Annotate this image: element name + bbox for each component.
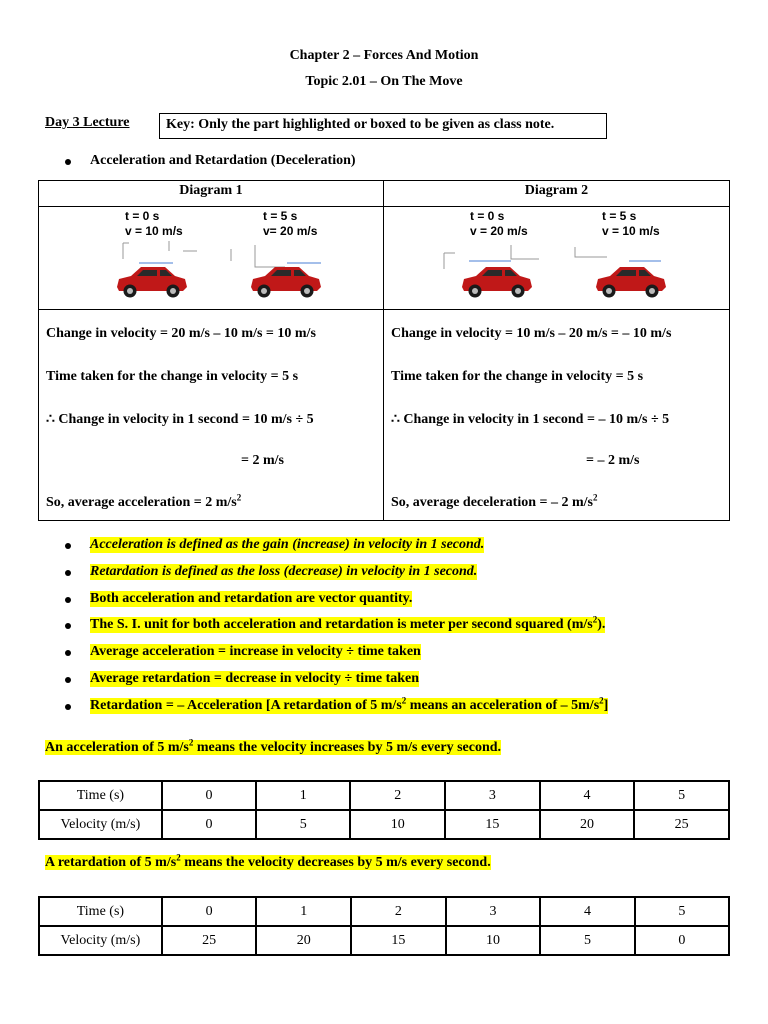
table-cell: 0 [162, 781, 256, 810]
acc-velocity-table [38, 780, 730, 840]
red-car-icon [458, 263, 534, 299]
diagram-table [38, 180, 730, 521]
table-cell: Time (s) [39, 897, 162, 926]
note-text [90, 695, 609, 714]
si-unit-text-a: The S. I. unit for both acceleration and retardation is meter per second squared (m/s [90, 617, 593, 632]
table-cell: 10 [350, 810, 445, 839]
d2-average-text: So, average deceleration = – 2 m/s [391, 495, 593, 510]
note-text [90, 614, 606, 633]
d2-car-a-time: t = 0 s [470, 209, 505, 223]
ret-example-highlight [45, 852, 491, 870]
note-text: Acceleration is defined as the gain (increase) in velocity in 1 second. [90, 537, 485, 552]
d2-average-line [391, 492, 721, 511]
table-cell: 3 [445, 781, 540, 810]
d2-time-line: Time taken for the change in velocity = 5 s [391, 369, 644, 384]
table-cell: 15 [445, 810, 540, 839]
diagram-1-column [39, 181, 384, 520]
ret-example-line [45, 852, 491, 871]
section-heading: Acceleration and Retardation (Deceleration) [90, 153, 356, 168]
bullet-dot [65, 570, 71, 576]
key-note-box: Key: Only the part highlighted or boxed to be given as class note. [159, 113, 607, 139]
acc-example-line [45, 737, 502, 756]
table-cell: 2 [350, 781, 445, 810]
table-cell: 3 [446, 897, 541, 926]
note-text: Average acceleration = increase in velocity ÷ time taken [90, 644, 421, 659]
acc-example-text-b: means the velocity increases by 5 m/s every second. [193, 740, 502, 755]
table-cell: 5 [634, 781, 729, 810]
red-car-icon [113, 263, 189, 299]
ret-text-c: ] [603, 698, 609, 713]
table-cell: 0 [162, 810, 256, 839]
table-row [39, 897, 729, 926]
table-cell: 25 [634, 810, 729, 839]
ret-sup-1: 2 [401, 695, 407, 706]
diagram-1-title: Diagram 1 [39, 181, 383, 207]
d1-car-b-time: t = 5 s [263, 209, 298, 223]
bullet-dot [65, 159, 71, 165]
acc-example-highlight [45, 737, 502, 755]
table-cell: 15 [351, 926, 446, 955]
ret-velocity-table [38, 896, 730, 956]
d1-car-b-velocity: v= 20 m/s [263, 224, 318, 238]
table-cell: 20 [256, 926, 351, 955]
ret-text-a: Retardation = – Acceleration [A retardation of 5 m/s [90, 698, 402, 713]
ret-text-b: means an acceleration of – 5m/s [406, 698, 600, 713]
table-cell: 25 [162, 926, 257, 955]
ret-example-sup: 2 [176, 852, 181, 863]
d1-change-line: Change in velocity = 20 m/s – 10 m/s = 10 m/s [46, 326, 316, 341]
acc-example-sup: 2 [188, 737, 194, 748]
d1-average-line [46, 492, 376, 511]
table-cell: 5 [635, 897, 729, 926]
table-cell: 0 [635, 926, 729, 955]
table-cell: 2 [351, 897, 446, 926]
red-car-icon [592, 263, 668, 299]
table-row [39, 810, 729, 839]
diagram-2-illustration [384, 207, 729, 310]
diagram-2-column [384, 181, 729, 520]
table-cell: Velocity (m/s) [39, 810, 162, 839]
bullet-dot [65, 623, 71, 629]
table-cell: Time (s) [39, 781, 162, 810]
table-cell: 5 [540, 926, 634, 955]
d2-car-b-time: t = 5 s [602, 209, 637, 223]
si-unit-text-b: ). [597, 617, 606, 632]
d2-car-b-velocity: v = 10 m/s [602, 224, 660, 238]
chapter-title: Chapter 2 – Forces And Motion [289, 48, 479, 63]
note-text: Both acceleration and retardation are vector quantity. [90, 591, 413, 606]
day-lecture-label: Day 3 Lecture [45, 115, 130, 130]
d1-result-line: = 2 m/s [241, 453, 284, 468]
bullet-dot [65, 704, 71, 710]
bullet-dot [65, 597, 71, 603]
d1-time-line: Time taken for the change in velocity = 5 s [46, 369, 299, 384]
topic-title: Topic 2.01 – On The Move [305, 74, 463, 89]
red-car-icon [247, 263, 323, 299]
table-cell: 1 [256, 781, 350, 810]
table-cell: Velocity (m/s) [39, 926, 162, 955]
d1-car-a-velocity: v = 10 m/s [125, 224, 183, 238]
note-text: Retardation is defined as the loss (decrease) in velocity in 1 second. [90, 564, 478, 579]
d2-car-a-velocity: v = 20 m/s [470, 224, 528, 238]
table-row [39, 781, 729, 810]
note-text: Average retardation = decrease in velocity ÷ time taken [90, 671, 420, 686]
diagram-1-illustration [39, 207, 383, 310]
ret-sup-2: 2 [599, 695, 604, 706]
table-cell: 4 [540, 781, 635, 810]
acc-example-text-a: An acceleration of 5 m/s [45, 740, 189, 755]
d2-change-line: Change in velocity = 10 m/s – 20 m/s = – 10 m/s [391, 326, 672, 341]
table-cell: 1 [256, 897, 351, 926]
ret-example-text-b: means the velocity decreases by 5 m/s every second. [180, 855, 491, 870]
table-cell: 20 [540, 810, 635, 839]
d2-average-sup: 2 [593, 492, 598, 503]
d2-result-line: = – 2 m/s [586, 453, 640, 468]
bullet-dot [65, 677, 71, 683]
table-cell: 10 [446, 926, 541, 955]
d2-per-second-line: ∴ Change in velocity in 1 second = – 10 m/s ÷ 5 [391, 412, 670, 427]
table-cell: 0 [162, 897, 257, 926]
table-cell: 5 [256, 810, 350, 839]
d1-average-sup: 2 [236, 492, 242, 503]
d1-car-a-time: t = 0 s [125, 209, 160, 223]
bullet-dot [65, 650, 71, 656]
ret-example-text-a: A retardation of 5 m/s [45, 855, 177, 870]
d1-per-second-line: ∴ Change in velocity in 1 second = 10 m/s ÷ 5 [46, 412, 314, 427]
d1-average-text: So, average acceleration = 2 m/s [46, 495, 237, 510]
table-cell: 4 [540, 897, 634, 926]
bullet-dot [65, 543, 71, 549]
table-row [39, 926, 729, 955]
si-unit-sup: 2 [592, 614, 598, 625]
diagram-2-title: Diagram 2 [384, 181, 729, 207]
